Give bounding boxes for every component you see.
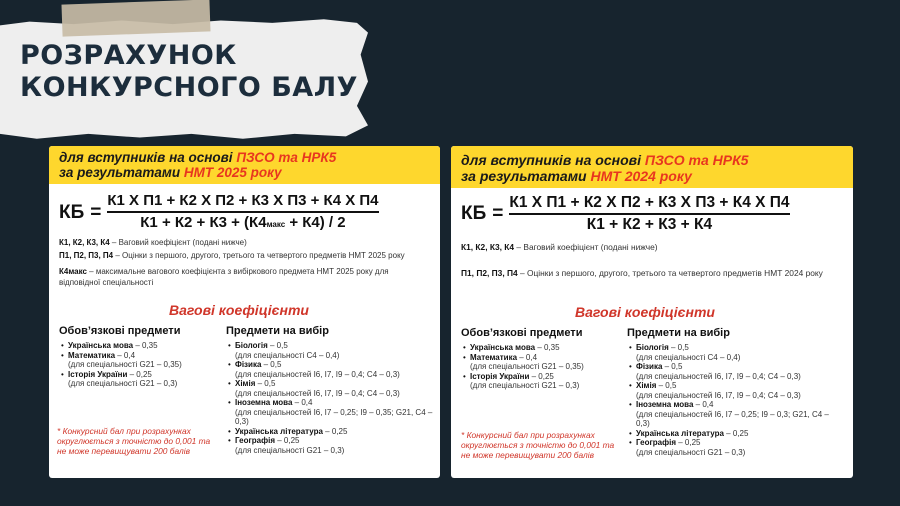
list-item <box>61 351 221 370</box>
page-title-line-1: РОЗРАХУНОК <box>20 40 237 71</box>
footnote: * Конкурсний бал при розрахунках округлюється з точністю до 0,001 та не може перевищувати 200 балів <box>57 426 211 456</box>
subject-name: Історія України <box>68 369 128 379</box>
definition-term: К4макс <box>59 267 87 276</box>
denominator-part: + К4) / 2 <box>285 214 346 231</box>
list-item <box>228 398 433 427</box>
subject-value: – 0,5 <box>261 360 282 369</box>
mandatory-heading: Обов’язкові предмети <box>59 325 181 337</box>
definition-k <box>59 238 429 249</box>
formula-equals: = <box>90 202 102 223</box>
elective-heading: Предмети на вибір <box>226 325 329 337</box>
elective-list <box>228 341 433 455</box>
subject-name: Українська мова <box>470 343 536 352</box>
subject-note: (для спеціальності G21 – 0,3) <box>636 447 746 457</box>
list-item <box>629 362 844 381</box>
subject-value: – 0,4 <box>517 352 538 362</box>
tape-strip <box>61 0 210 37</box>
subject-value: – 0,25 <box>127 369 152 379</box>
subject-note: (для спеціальностей І6, І7, І9 – 0,4; С4 – 0,3) <box>235 388 400 398</box>
subject-name: Географія <box>636 438 677 447</box>
subject-note: (для спеціальності G21 – 0,35) <box>470 362 584 371</box>
list-item <box>629 429 844 439</box>
kb-formula <box>461 194 790 234</box>
list-item <box>629 400 844 429</box>
card-heading <box>49 146 440 184</box>
definition-k4max <box>59 267 429 288</box>
subject-value: – 0,5 <box>668 343 689 352</box>
subject-name: Іноземна мова <box>235 398 293 407</box>
subject-value: – 0,4 <box>292 398 313 407</box>
weights-title: Вагові коефіцієнти <box>169 302 309 318</box>
subject-note: (для спеціальностей І6, І7 – 0,25; І9 – 0,35; G21, C4 – 0,3) <box>235 407 433 426</box>
definition-k <box>461 241 846 253</box>
list-item <box>228 379 433 398</box>
page-title-line-2: КОНКУРСНОГО БАЛУ <box>20 72 358 103</box>
subject-value: – 0,5 <box>267 341 288 350</box>
list-item <box>228 360 433 379</box>
subject-note: (для спеціальностей І6, І7, І9 – 0,4; С4 – 0,3) <box>636 371 801 381</box>
subject-name: Математика <box>470 352 518 362</box>
list-item <box>61 341 221 351</box>
formula-card-2025 <box>49 146 440 478</box>
formula-kb-label: КБ <box>461 203 487 224</box>
subject-name: Українська література <box>636 428 724 438</box>
subject-value: – 0,4 <box>693 400 714 409</box>
subject-name: Історія України <box>470 371 530 381</box>
subject-note: (для спеціальностей І6, І7, І9 – 0,4; С4 – 0,3) <box>235 369 400 379</box>
mandatory-heading: Обов’язкові предмети <box>461 327 583 339</box>
definition-term: П1, П2, П3, П4 <box>59 250 114 260</box>
definition-text: – Ваговий коефіцієнт (подані нижче) <box>109 238 247 247</box>
denominator-part: К1 + К2 + К3 + (К4 <box>140 214 267 231</box>
subject-name: Географія <box>235 436 276 445</box>
heading-highlight: ПЗСО та НРК5 <box>644 152 749 168</box>
fraction-line <box>509 213 789 215</box>
subject-name: Математика <box>68 350 116 360</box>
list-item <box>463 343 628 353</box>
subject-note: (для спеціальності G21 – 0,3) <box>470 381 580 390</box>
heading-highlight: НМТ 2025 року <box>183 165 282 180</box>
heading-text: за результатами <box>59 165 184 180</box>
heading-highlight: ПЗСО та НРК5 <box>236 150 337 165</box>
definition-p <box>59 251 429 262</box>
formula-denominator <box>140 214 345 234</box>
subject-name: Біологія <box>636 343 669 352</box>
heading-text: для вступників на основі <box>461 152 645 168</box>
list-item <box>228 436 433 455</box>
elective-heading: Предмети на вибір <box>627 327 730 339</box>
definition-term: К1, К2, К3, К4 <box>461 242 515 252</box>
subject-name: Хімія <box>636 381 657 390</box>
heading-highlight: НМТ 2024 року <box>590 168 692 184</box>
definition-text: – Оцінки з першого, другого, третього та четвертого предметів НМТ 2025 року <box>113 250 405 260</box>
subject-value: – 0,25 <box>322 426 348 436</box>
subject-value: – 0,25 <box>723 428 749 438</box>
denominator-subscript: макс <box>266 220 286 229</box>
heading-text: за результатами <box>461 168 591 184</box>
subject-value: – 0,25 <box>676 438 701 447</box>
card-heading <box>451 146 853 188</box>
list-item <box>228 341 433 360</box>
subject-note: (для спеціальності С4 – 0,4) <box>636 352 741 362</box>
subject-name: Українська література <box>235 426 323 436</box>
definition-text: – Оцінки з першого, другого, третього та четвертого предметів НМТ 2024 року <box>517 268 823 278</box>
fraction-line <box>107 211 378 213</box>
subject-note: (для спеціальності G21 – 0,35) <box>68 360 182 369</box>
weights-title: Вагові коефіцієнти <box>575 304 715 320</box>
formula-kb-label: КБ <box>59 202 85 223</box>
heading-text: для вступників на основі <box>59 150 237 165</box>
definition-text: – Ваговий коефіцієнт (подані нижче) <box>514 242 658 252</box>
formula-numerator: К1 Х П1 + К2 Х П2 + К3 Х П3 + К4 Х П4 <box>107 192 379 209</box>
subject-note: (для спеціальності G21 – 0,3) <box>68 379 178 388</box>
mandatory-list <box>61 341 221 389</box>
subject-name: Українська мова <box>68 341 134 350</box>
subject-name: Хімія <box>235 379 256 388</box>
page-title <box>20 40 360 104</box>
list-item <box>463 353 628 372</box>
subject-name: Фізика <box>235 360 262 369</box>
subject-value: – 0,25 <box>529 371 554 381</box>
list-item <box>629 438 844 457</box>
list-item <box>61 370 221 389</box>
definition-text: – максимальне вагового коефіцієнта з вибіркового предмета НМТ 2025 року для відповідної спеціальності <box>59 267 389 287</box>
elective-list <box>629 343 844 457</box>
subject-name: Біологія <box>235 341 268 350</box>
subject-value: – 0,5 <box>255 379 276 388</box>
subject-value: – 0,35 <box>133 341 158 350</box>
formula-equals: = <box>492 203 504 224</box>
subject-note: (для спеціальностей І6, І7 – 0,25; І9 – 0,3; G21, C4 – 0,3) <box>636 409 829 428</box>
list-item <box>463 372 628 391</box>
formula-definitions <box>461 241 846 281</box>
formula-numerator: К1 Х П1 + К2 Х П2 + К3 Х П3 + К4 Х П4 <box>509 194 790 211</box>
formula-definitions <box>59 238 429 290</box>
definition-p <box>461 267 846 279</box>
kb-formula <box>59 192 379 234</box>
subject-note: (для спеціальності С4 – 0,4) <box>235 350 340 360</box>
footnote: * Конкурсний бал при розрахунках округлюється з точністю до 0,001 та не може перевищувати 200 балів <box>461 430 615 460</box>
list-item <box>629 381 844 400</box>
subject-value: – 0,5 <box>656 381 677 390</box>
subject-note: (для спеціальностей І6, І7, І9 – 0,4; С4 – 0,3) <box>636 390 801 400</box>
list-item <box>228 427 433 437</box>
formula-fraction <box>509 194 789 234</box>
mandatory-list <box>463 343 628 391</box>
formula-card-2024 <box>451 146 853 478</box>
list-item <box>629 343 844 362</box>
definition-term: К1, К2, К3, К4 <box>59 238 110 247</box>
subject-value: – 0,4 <box>115 350 136 360</box>
formula-denominator: К1 + К2 + К3 + К4 <box>586 216 713 233</box>
subject-name: Іноземна мова <box>636 400 694 409</box>
subject-note: (для спеціальності G21 – 0,3) <box>235 445 345 455</box>
subject-value: – 0,35 <box>535 343 560 352</box>
subject-name: Фізика <box>636 362 663 371</box>
subject-value: – 0,25 <box>275 436 300 445</box>
subject-value: – 0,5 <box>662 362 683 371</box>
formula-fraction <box>107 192 378 234</box>
definition-term: П1, П2, П3, П4 <box>461 268 518 278</box>
